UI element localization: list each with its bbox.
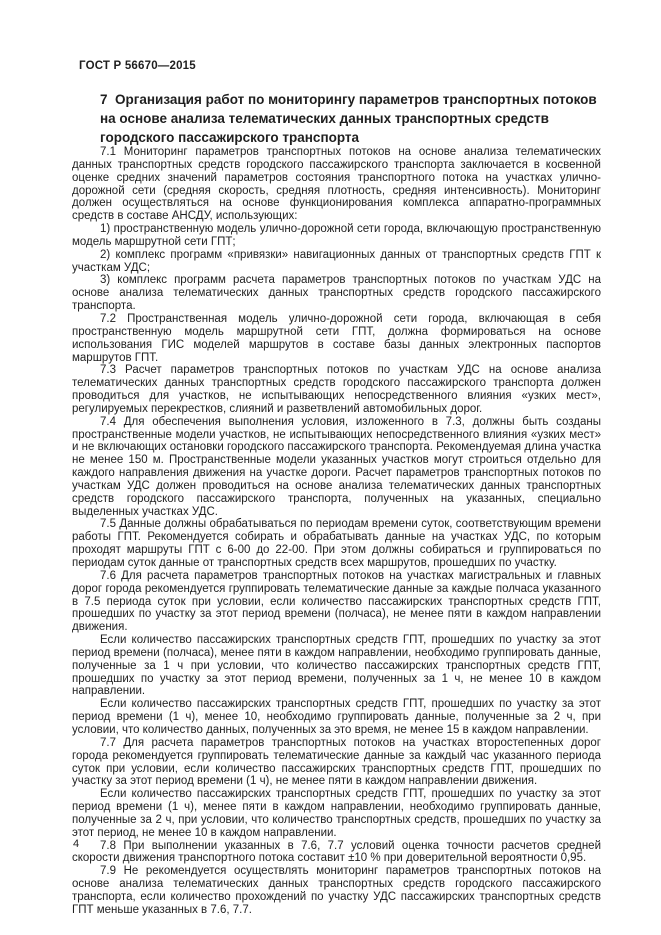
- section-heading-line-3: городского пассажирского транспорта: [100, 130, 360, 145]
- page-number: 4: [73, 838, 80, 850]
- paragraph-7-5: 7.5 Данные должны обрабатываться по периодам времени суток, соответствующим времени работы ГПТ. Рекомендуется собирать и обрабатывать данные на участках УДС, по которым проходят маршруты ГПТ с 6-00 до 22-00. При этом должны собираться и группироваться по периодам суток данные от транспортных средств всех маршрутов, прошедших по участку.: [72, 518, 601, 569]
- paragraph-7-6: 7.6 Для расчета параметров транспортных потоков на участках магистральных и главных дорог города рекомендуется группировать телематические данные за каждые полчаса указанного в 7.5 периода суток при условии, если количество пассажирских транспортных средств ГПТ, прошедших по участку за этот период времени (полчаса), не менее пяти в каждом направлении движения.: [72, 569, 601, 634]
- document-body: [72, 146, 601, 917]
- paragraph-7-4: 7.4 Для обеспечения выполнения условия, изложенного в 7.3, должны быть созданы пространственные модели участков, не испытывающих непосредственного влияния «узких мест» и не включающих остановки городского пассажирского транспорта. Рекомендуемая длина участка не менее 150 м. Пространственные модели указанных участков могут строиться отдельно для каждого направления движения на участке дороги. Расчет параметров транспортных потоков по участкам УДС должен проводиться на основе анализа телематических данных транспортных средств городского пассажирского транспорта, полученных на указанных, специально выделенных участках УДС.: [72, 415, 601, 518]
- list-item-3: 3) комплекс программ расчета параметров транспортных потоков по участкам УДС на основе анализа телематических данных транспортных средств городского пассажирского транспорта.: [72, 274, 601, 313]
- paragraph-7-7: 7.7 Для расчета параметров транспортных потоков на участках второстепенных дорог города рекомендуется группировать телематические данные за каждый час указанного периода суток при условии, если количество пассажирских транспортных средств ГПТ, прошедших по участку за этот период времени (1 ч), не менее пяти в каждом направлении движения.: [72, 736, 601, 788]
- section-heading: [100, 90, 597, 147]
- section-heading-line-1: 7 Организация работ по мониторингу параметров транспортных потоков: [100, 92, 597, 107]
- standard-code-header: ГОСТ Р 56670—2015: [79, 60, 196, 72]
- paragraph-7-9: 7.9 Не рекомендуется осуществлять мониторинг параметров транспортных потоков на основе анализа телематических данных транспортных средств городского пассажирского транспорта, если количество прохождений по участку УДС пассажирских транспортных средств ГПТ меньше указанных в 7.6, 7.7.: [72, 865, 601, 916]
- list-item-2: 2) комплекс программ «привязки» навигационных данных от транспортных средств ГПТ к участкам УДС;: [72, 248, 601, 274]
- paragraph-7-7-sub-1: Если количество пассажирских транспортных средств ГПТ, прошедших по участку за этот период времени (1 ч), менее пяти в каждом направлении, необходимо группировать данные, полученные за 2 ч, при условии, что количество транспортных средств, прошедших по участку за этот период, не менее 10 в каждом направлении.: [72, 788, 601, 839]
- paragraph-7-1: 7.1 Мониторинг параметров транспортных потоков на основе анализа телематических данных транспортных средств городского пассажирского транспорта заключается в косвенной оценке средних значений параметров состояния транспортного потока на участках улично-дорожной сети (средняя скорость, средняя плотность, средняя интенсивность). Мониторинг должен осуществляться на основе функционирования комплекса аппаратно-программных средств в составе АНСДУ, использующих:: [72, 146, 601, 223]
- paragraph-7-3: 7.3 Расчет параметров транспортных потоков по участкам УДС на основе анализа телематических данных транспортных средств городского пассажирского транспорта должен проводиться для участков, не испытывающих непосредственного влияния «узких мест», регулируемых перекрестков, слияний и разветвлений автомобильных дорог.: [72, 364, 601, 415]
- list-item-1: 1) пространственную модель улично-дорожной сети города, включающую пространственную модель маршрутной сети ГПТ;: [72, 223, 601, 248]
- paragraph-7-8: 7.8 При выполнении указанных в 7.6, 7.7 условий оценка точности расчетов средней скорости движения транспортного потока составит ±10 % при доверительной вероятности 0,95.: [72, 839, 601, 865]
- paragraph-7-2: 7.2 Пространственная модель улично-дорожной сети города, включающая в себя пространственную модель маршрутной сети ГПТ, должна формироваться на основе использования ГИС моделей маршрутов в составе базы данных электронных паспортов маршрутов ГПТ.: [72, 312, 601, 364]
- section-heading-line-2: на основе анализа телематических данных транспортных средств: [100, 111, 549, 126]
- paragraph-7-6-sub-2: Если количество пассажирских транспортных средств ГПТ, прошедших по участку за этот период времени (1 ч), менее 10, необходимо группировать данные, полученные за 2 ч, при условии, что количество данных, полученных за это время, не менее 15 в каждом направлении.: [72, 698, 601, 736]
- paragraph-7-6-sub-1: Если количество пассажирских транспортных средств ГПТ, прошедших по участку за этот период времени (полчаса), менее пяти в каждом направлении, необходимо группировать данные, полученные за 1 ч при условии, что количество пассажирских транспортных средств ГПТ, прошедших по участку за этот период времени, полученных за 1 ч, не менее 10 в каждом направлении.: [72, 634, 601, 698]
